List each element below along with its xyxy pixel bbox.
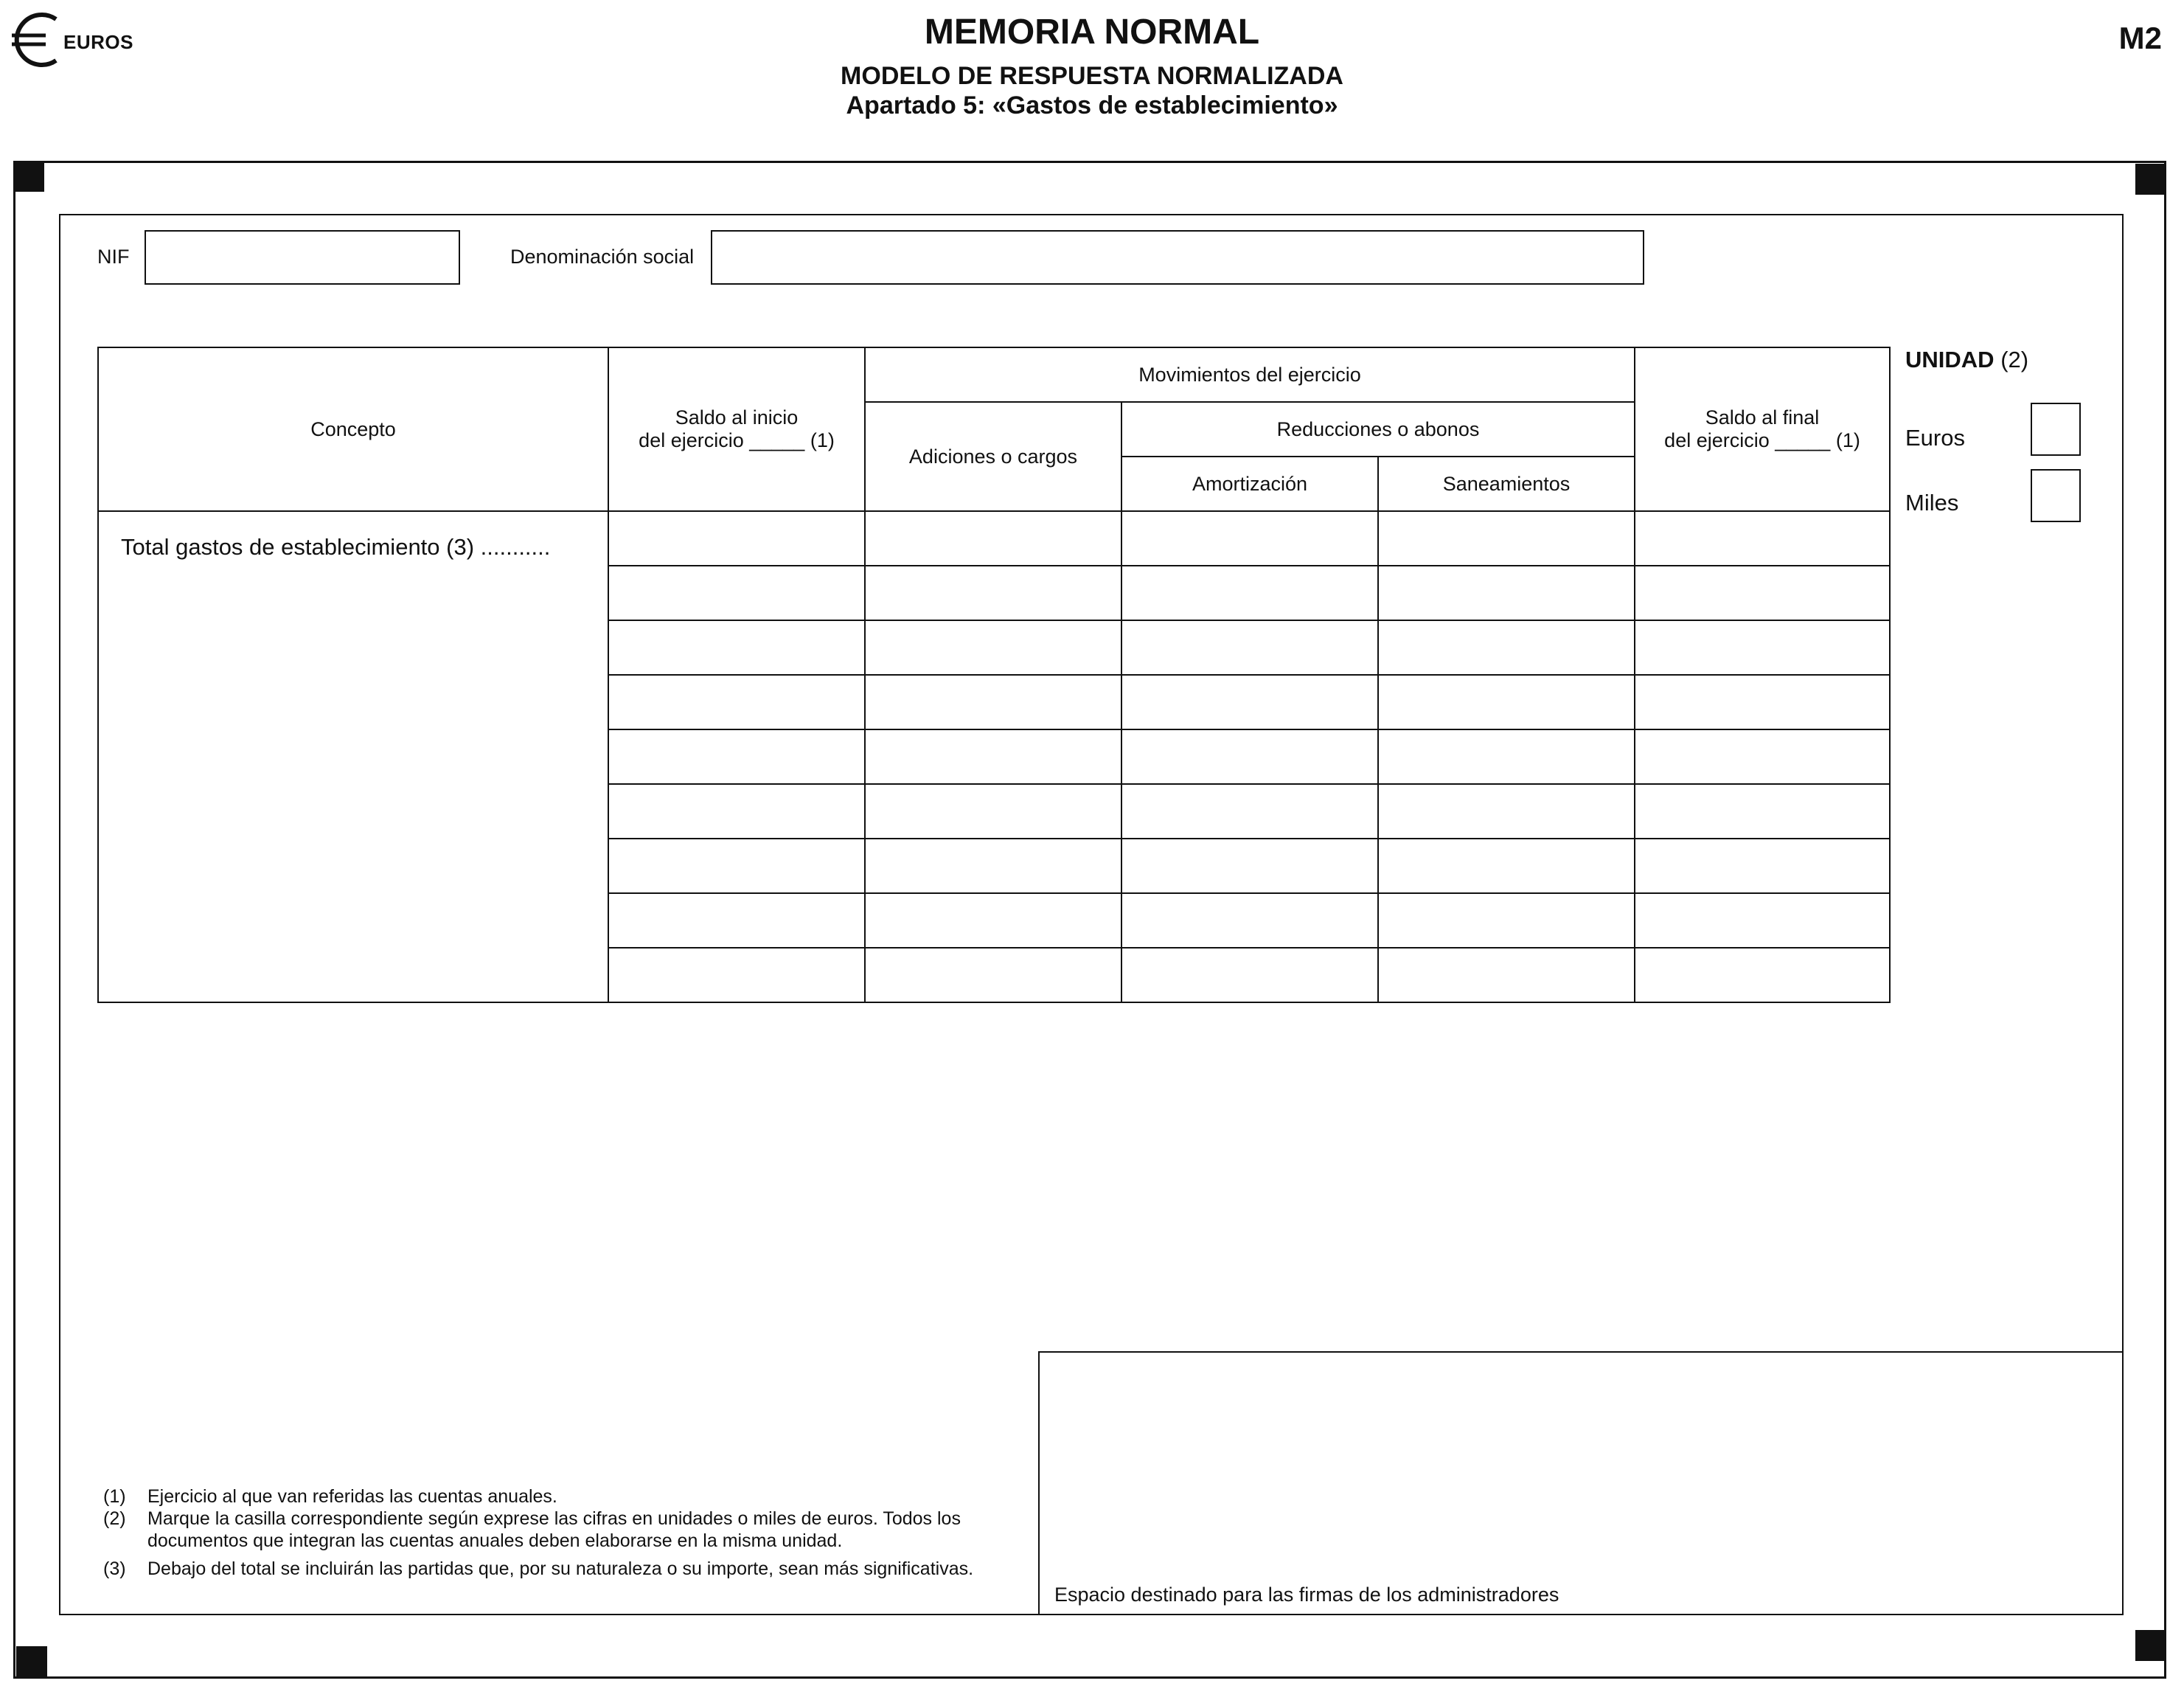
data-cell[interactable] [865,729,1121,784]
data-cell[interactable] [608,566,865,620]
data-cell[interactable] [1121,620,1378,675]
data-cell[interactable] [608,784,865,839]
total-label: Total gastos de establecimiento (3) ........... [121,534,551,560]
data-cell[interactable] [865,784,1121,839]
unidad-note-ref: (2) [2000,347,2029,372]
concepto-cell[interactable] [98,511,608,1002]
registration-mark-icon [2135,1630,2166,1661]
data-cell[interactable] [1121,948,1378,1002]
nif-field[interactable] [145,230,460,285]
data-cell[interactable] [608,839,865,893]
header-saldo-final-line2: del ejercicio _____ (1) [1664,429,1860,451]
unidad-title [1905,347,2028,373]
denominacion-label: Denominación social [510,246,695,268]
data-cell[interactable] [865,511,1121,566]
header-movimientos: Movimientos del ejercicio [865,347,1635,402]
header-saldo-inicio [608,347,865,511]
data-cell[interactable] [1635,948,1890,1002]
footnote-text: Marque la casilla correspondiente según exprese las cifras en unidades o miles de euros. Todos los documentos que integran las cuentas anuales deben elaborarse en la misma unidad. [147,1508,961,1551]
data-cell[interactable] [1378,566,1635,620]
form-title: MEMORIA NORMAL [924,13,1260,52]
unit-miles-checkbox[interactable] [2031,469,2081,522]
data-cell[interactable] [608,948,865,1002]
data-cell[interactable] [1378,511,1635,566]
data-cell[interactable] [1635,620,1890,675]
registration-mark-icon [2135,164,2166,195]
data-cell[interactable] [865,566,1121,620]
signature-area[interactable] [1038,1351,2124,1615]
data-cell[interactable] [608,620,865,675]
data-cell[interactable] [1121,566,1378,620]
data-cell[interactable] [1635,893,1890,948]
header-saldo-inicio-line1: Saldo al inicio [675,406,799,429]
data-cell[interactable] [608,675,865,729]
footnote-number: (1) [103,1486,126,1507]
data-cell[interactable] [1121,839,1378,893]
data-cell[interactable] [1378,893,1635,948]
data-cell[interactable] [1378,620,1635,675]
data-cell[interactable] [865,893,1121,948]
registration-mark-icon [13,161,44,192]
header-saneamientos: Saneamientos [1378,457,1635,511]
currency-label: EUROS [63,31,133,53]
footnote-text: Ejercicio al que van referidas las cuentas anuales. [147,1486,557,1507]
footnote-text: Debajo del total se incluirán las partidas que, por su naturaleza o su importe, sean más significativas. [147,1558,974,1579]
data-cell[interactable] [1121,784,1378,839]
nif-label: NIF [97,246,130,268]
footnote-1 [103,1485,1054,1508]
data-cell[interactable] [1378,784,1635,839]
data-cell[interactable] [1635,511,1890,566]
data-cell[interactable] [1121,511,1378,566]
data-cell[interactable] [1635,839,1890,893]
header-saldo-inicio-line2: del ejercicio _____ (1) [639,429,835,451]
data-cell[interactable] [1121,729,1378,784]
data-cell[interactable] [608,511,865,566]
data-cell[interactable] [1378,675,1635,729]
data-cell[interactable] [1378,729,1635,784]
unit-euros-checkbox[interactable] [2031,403,2081,456]
footnote-2 [103,1508,1054,1552]
footnote-number: (2) [103,1508,126,1529]
header-amortizacion: Amortización [1121,457,1378,511]
denominacion-field[interactable] [711,230,1644,285]
footnote-number: (3) [103,1558,126,1579]
data-cell[interactable] [608,729,865,784]
table-row [98,511,1890,566]
data-cell[interactable] [865,620,1121,675]
data-cell[interactable] [865,948,1121,1002]
registration-mark-icon [16,1646,47,1677]
data-cell[interactable] [1378,839,1635,893]
footnote-3 [103,1558,1054,1580]
unidad-label: UNIDAD [1905,347,1995,372]
signature-label: Espacio destinado para las firmas de los administradores [1054,1584,1559,1606]
data-cell[interactable] [1121,893,1378,948]
header-adiciones: Adiciones o cargos [865,402,1121,511]
header-saldo-final-line1: Saldo al final [1705,406,1820,429]
data-cell[interactable] [1635,784,1890,839]
gastos-table [97,347,1891,1003]
form-subtitle: MODELO DE RESPUESTA NORMALIZADA [841,62,1343,90]
data-cell[interactable] [1635,566,1890,620]
header-reducciones: Reducciones o abonos [1121,402,1635,457]
header-concepto: Concepto [98,347,608,511]
data-cell[interactable] [865,839,1121,893]
data-cell[interactable] [1378,948,1635,1002]
data-cell[interactable] [1635,729,1890,784]
data-cell[interactable] [1635,675,1890,729]
data-cell[interactable] [608,893,865,948]
form-code: M2 [2118,21,2162,55]
form-section: Apartado 5: «Gastos de establecimiento» [846,91,1338,119]
header-saldo-final [1635,347,1890,511]
unit-option-miles-label: Miles [1905,490,1959,516]
data-cell[interactable] [865,675,1121,729]
data-cell[interactable] [1121,675,1378,729]
unit-option-euros-label: Euros [1905,425,1965,451]
